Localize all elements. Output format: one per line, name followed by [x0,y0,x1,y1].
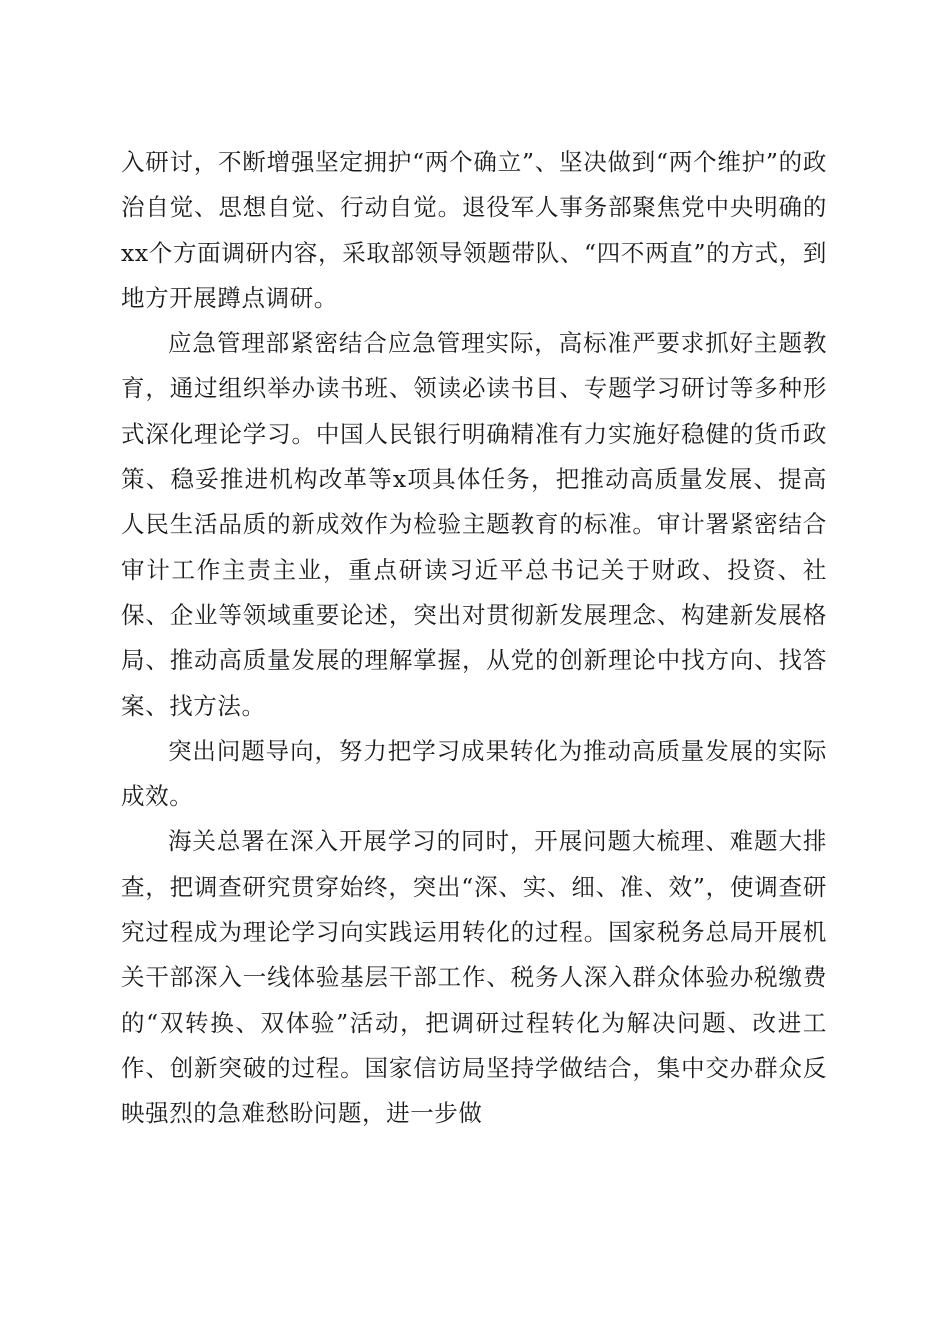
paragraph-emergency-management: 应急管理部紧密结合应急管理实际，高标准严要求抓好主题教育，通过组织举办读书班、领读必读书目、专题学习研讨等多种形式深化理论学习。中国人民银行明确精准有力实施好稳健的货币政策、稳妥推进机构改革等x项具体任务，把推动高质量发展、提高人民生活品质的新成效作为检验主题教育的标准。审计署紧密结合审计工作主责主业，重点研读习近平总书记关于财政、投资、社保、企业等领域重要论述，突出对贯彻新发展理念、构建新发展格局、推动高质量发展的理解掌握，从党的创新理论中找方向、找答案、找方法。 [121,329,827,720]
document-body [121,140,827,1137]
paragraph-continuation: 入研讨，不断增强坚定拥护“两个确立”、坚决做到“两个维护”的政治自觉、思想自觉、行动自觉。退役军人事务部聚焦党中央明确的xx个方面调研内容，采取部领导领题带队、“四不两直”的方式，到地方开展蹲点调研。 [121,148,827,312]
paragraph-customs: 海关总署在深入开展学习的同时，开展问题大梳理、难题大排查，把调查研究贯穿始终，突出“深、实、细、准、效”，使调查研究过程成为理论学习向实践运用转化的过程。国家税务总局开展机关干部深入一线体验基层干部工作、税务人深入群众体验办税缴费的“双转换、双体验”活动，把调研过程转化为解决问题、改进工作、创新突破的过程。国家信访局坚持学做结合，集中交办群众反映强烈的急难愁盼问题，进一步做 [121,827,827,1128]
paragraph-problem-orientation: 突出问题导向，努力把学习成果转化为推动高质量发展的实际成效。 [121,736,827,811]
